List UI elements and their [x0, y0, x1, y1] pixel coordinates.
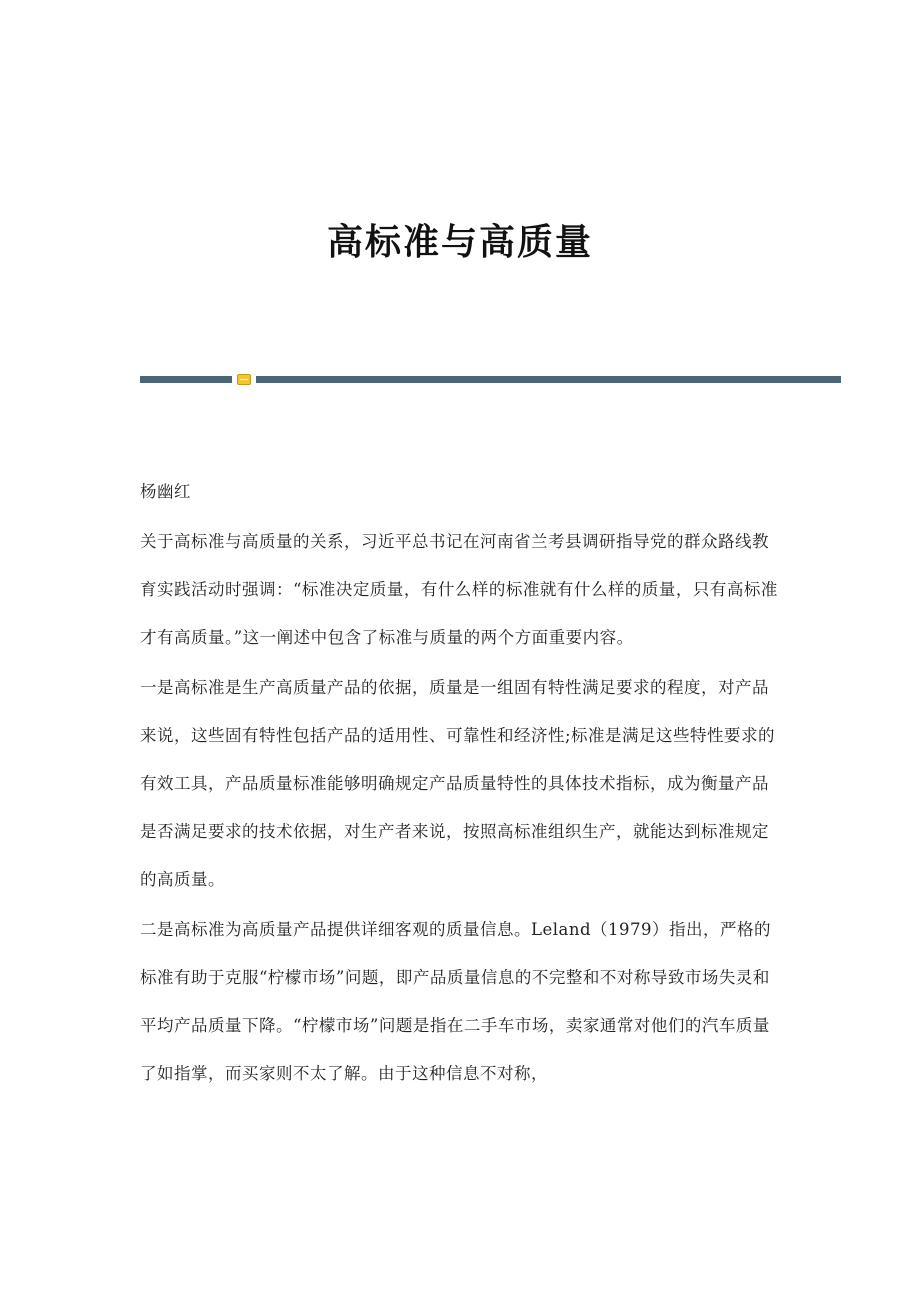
divider-bar-right — [256, 376, 841, 383]
divider-ornament-icon — [237, 374, 251, 385]
paragraph-1: 关于高标准与高质量的关系，习近平总书记在河南省兰考县调研指导党的群众路线教育实践活动时强调：“标准决定质量，有什么样的标准就有什么样的质量，只有高标准才有高质量。”这一阐述中包含了标准与质量的两个方面重要内容。 — [140, 532, 778, 647]
title-divider — [140, 374, 841, 384]
paragraph-3: 二是高标准为高质量产品提供详细客观的质量信息。Leland（1979）指出，严格的标准有助于克服“柠檬市场”问题，即产品质量信息的不完整和不对称导致市场失灵和平均产品质量下降。“柠檬市场”问题是指在二手车市场，卖家通常对他们的汽车质量了如指掌，而买家则不太了解。由于这种信息不对称， — [140, 920, 772, 1083]
author-name: 杨幽红 — [140, 482, 191, 501]
document-title: 高标准与高质量 — [326, 221, 593, 263]
divider-bar-left — [140, 376, 232, 383]
paragraph-2: 一是高标准是生产高质量产品的依据，质量是一组固有特性满足要求的程度，对产品来说，这些固有特性包括产品的适用性、可靠性和经济性;标准是满足这些特性要求的有效工具，产品质量标准能够明确规定产品质量特性的具体技术指标，成为衡量产品是否满足要求的技术依据，对生产者来说，按照高标准组织生产，就能达到标准规定的高质量。 — [140, 678, 776, 889]
document-body — [140, 468, 780, 1100]
